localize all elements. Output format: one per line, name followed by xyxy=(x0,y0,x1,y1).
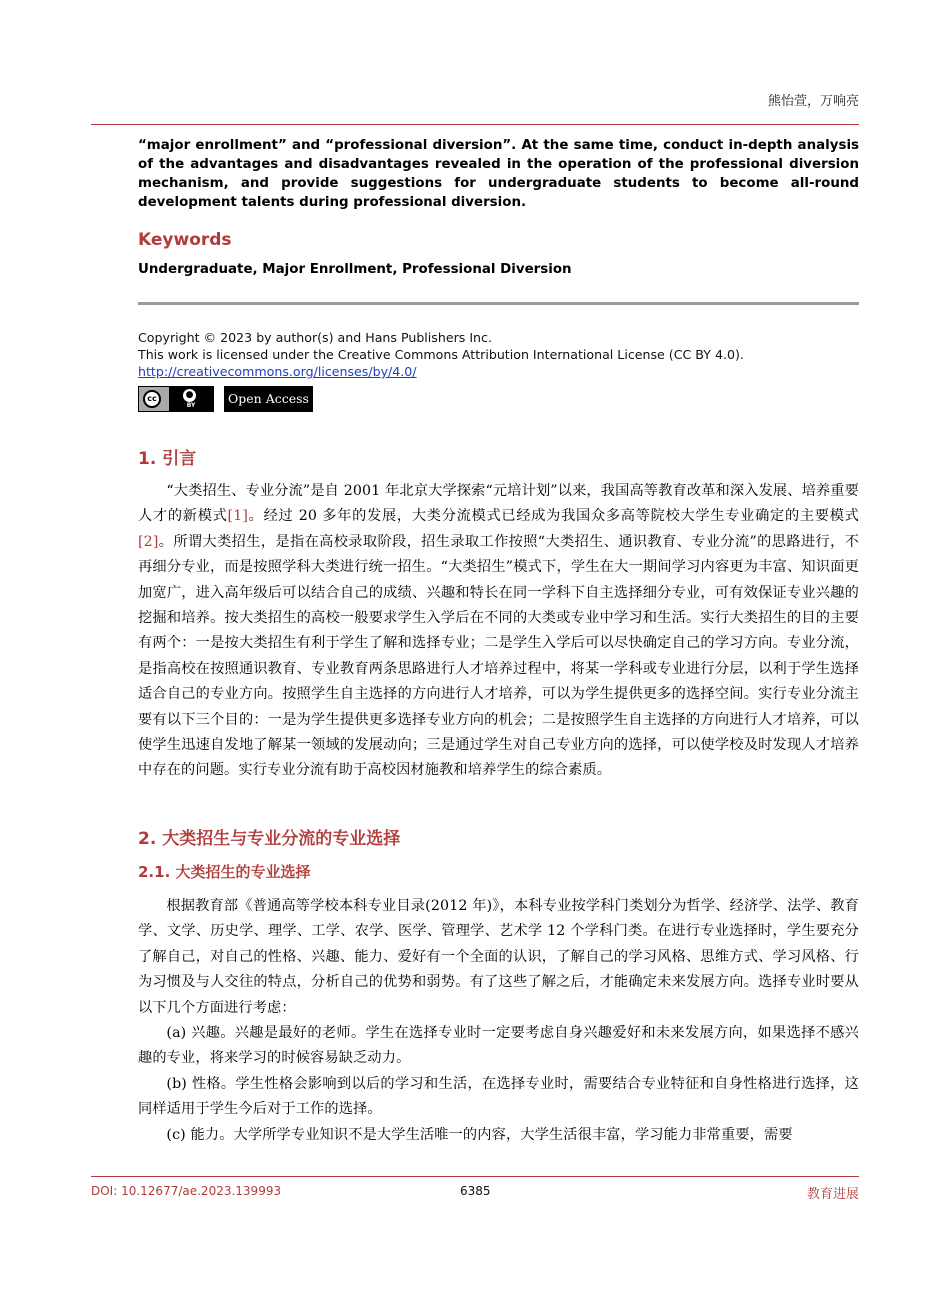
paragraph xyxy=(138,479,859,784)
paragraph: 根据教育部《普通高等学校本科专业目录(2012 年)》，本科专业按学科门类划分为哲学、经济学、法学、教育学、文学、历史学、理学、工学、农学、医学、管理学、艺术学 12 个学科门类。在进行专业选择时，学生要充分了解自己，对自己的性格、兴趣、能力、爱好有一个全面的认识，了解自己的学习风格、思维方式、学习风格、行为习惯及与人交往的特点，分析自己的优势和弱势。有了这些了解之后，才能确定未来发展方向。选择专业时要从以下几个方面进行考虑： xyxy=(138,898,859,1016)
section-2-body xyxy=(138,894,859,1148)
cc-by-license-badge[interactable] xyxy=(138,386,214,412)
text-run: 。所谓大类招生，是指在高校录取阶段，招生录取工作按照“大类招生、通识教育、专业分流”的思路进行，不再细分专业，而是按照学科大类进行统一招生。“大类招生”模式下，学生在大一期间学习内容更为丰富、知识面更加宽广，进入高年级后可以结合自己的成绩、兴趣和特长在同一学科下自主选择细分专业，可有效保证专业兴趣的挖掘和培养。按大类招生的高校一般要求学生入学后在不同的大类或专业中学习和生活。实行大类招生的目的主要有两个：一是按大类招生有利于学生了解和选择专业；二是学生入学后可以尽快确定自己的学习方向。专业分流，是指高校在按照通识教育、专业教育两条思路进行人才培养过程中，将某一学科或专业进行分层，以利于学生选择适合自己的专业方向。按照学生自主选择的方向进行人才培养，可以为学生提供更多的选择空间。实行专业分流主要有以下三个目的：一是为学生提供更多选择专业方向的机会；二是按照学生自主选择的方向进行人才培养，可以使学生迅速自发地了解某一领域的发展动向；三是通过学生对自己专业方向的选择，可以使学校及时发现人才培养中存在的问题。实行专业分流有助于高校因材施教和培养学生的综合素质。 xyxy=(138,533,859,779)
section-1-heading: 1. 引言 xyxy=(138,449,197,469)
running-header-authors: 熊怡萱，万响亮 xyxy=(767,94,859,109)
license-link[interactable]: http://creativecommons.org/licenses/by/4.0/ xyxy=(138,364,417,379)
citation-link[interactable]: [2] xyxy=(138,533,159,550)
list-item-interest: (a) 兴趣。兴趣是最好的老师。学生在选择专业时一定要考虑自身兴趣爱好和未来发展方向，如果选择不感兴趣的专业，将来学习的时候容易缺乏动力。 xyxy=(138,1025,859,1067)
copyright-block xyxy=(138,329,744,380)
keywords-heading: Keywords xyxy=(138,230,232,250)
open-access-badge[interactable]: Open Access xyxy=(224,386,313,412)
section-divider xyxy=(138,302,859,305)
text-run: “大类招生、专业分流”是自 2001 年北京大学探索“元培计划”以来，我国高等教育改革和深入发展、培养重要人才的新模式 xyxy=(138,483,859,525)
citation-link[interactable]: [1] xyxy=(227,508,249,525)
abstract-text: “major enrollment” and “professional diversion”. At the same time, conduct in-depth analysis of the advantages and disadvantages revealed in the operation of the professional diversion mechanism, and provide suggestions for undergraduate students to become all-round development talents during professional diversion. xyxy=(138,138,859,210)
cc-icon: cc xyxy=(143,390,161,408)
section-2-heading: 2. 大类招生与专业分流的专业选择 xyxy=(138,829,401,849)
attribution-person-icon: ● xyxy=(183,389,196,402)
list-item-personality: (b) 性格。学生性格会影响到以后的学习和生活，在选择专业时，需要结合专业特征和自身性格进行选择，这同样适用于学生今后对于工作的选择。 xyxy=(138,1075,859,1118)
license-line: This work is licensed under the Creative Commons Attribution International License (CC BY 4.0). xyxy=(138,347,744,362)
list-item-ability: (c) 能力。大学所学专业知识不是大学生活唯一的内容，大学生活很丰富，学习能力非常重要，需要 xyxy=(166,1126,793,1143)
page-number: 6385 xyxy=(460,1184,491,1198)
subsection-2-1-heading: 2.1. 大类招生的专业选择 xyxy=(138,863,311,881)
section-1-body xyxy=(138,479,859,784)
by-label: BY xyxy=(186,402,196,409)
header-divider xyxy=(91,124,859,125)
copyright-line: Copyright © 2023 by author(s) and Hans Publishers Inc. xyxy=(138,330,492,345)
text-run: 。经过 20 多年的发展，大类分流模式已经成为我国众多高等院校大学生专业确定的主要模式 xyxy=(248,508,859,525)
journal-name: 教育进展 xyxy=(806,1187,859,1202)
footer-divider xyxy=(91,1176,859,1177)
footer-doi: DOI: 10.12677/ae.2023.139993 xyxy=(91,1184,282,1198)
keywords-list: Undergraduate, Major Enrollment, Professional Diversion xyxy=(138,262,572,277)
